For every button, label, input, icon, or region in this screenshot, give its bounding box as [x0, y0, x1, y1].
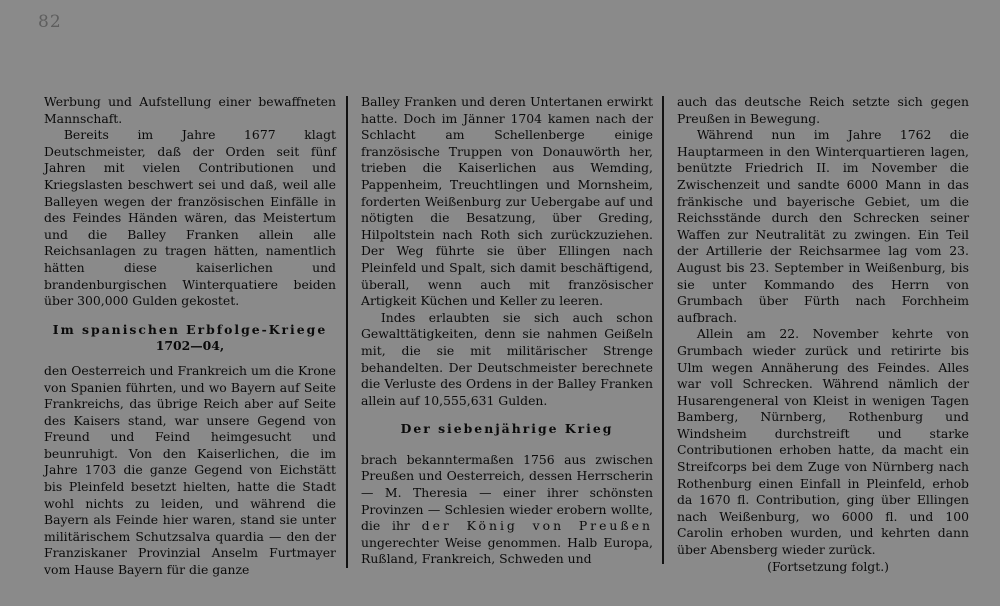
- col2-paragraph-3-start: brach bekanntermaßen 1756 aus zwischen Preußen und Oesterreich, dessen Herrscherin — M. Theresia — einer ihrer schönsten Provinzen — Schlesien wieder erobern wollte, die ihr: [361, 451, 653, 534]
- col1-paragraph-2: Bereits im Jahre 1677 klagt Deutschmeister, daß der Orden seit fünf Jahren mit vielen Contributionen und Kriegslasten beschwert sei und daß, weil alle Balleyen wegen der französischen Einfälle in des Feindes Händen wären, das Meistertum und die Balley Franken allein alle Reichsanlagen zu tragen hätten, namentlich hätten diese kaiserlichen und brandenburgischen Winterquatiere beiden über 300,000 Gulden gekostet.: [44, 127, 336, 309]
- col3-paragraph-3: Allein am 22. November kehrte von Grumbach wieder zurück und retirirte bis Ulm wegen Annäherung des Feindes. Alles war voll Schrecken. Während nämlich der Husarengeneral von Kleist in wenigen Tagen Bamberg, Nürnberg, Rothenburg und Windsheim durchstreift und starke Contributionen erhoben hatte, da macht ein Streifcorps bei dem Zuge von Nürnberg nach Rothenburg einen Einfall in Pleinfeld, erhob da 1670 fl. Contribution, ging über Ellingen nach Weißenburg, wo 6000 fl. und 100 Carolin erhoben wurden, und kehrten dann über Abensberg wieder zurück.: [677, 326, 969, 558]
- section-heading-seven-years-war: Der siebenjährige Krieg: [400, 421, 614, 437]
- column-3: [677, 94, 969, 575]
- col1-paragraph-3: den Oesterreich und Frankreich um die Krone von Spanien führten, und wo Bayern auf Seite Frankreichs, das übrige Reich aber auf Seite des Kaisers stand, war unsere Gegend von Freund und Feind heimgesucht und beunruhigt. Von den Kaiserlichen, die im Jahre 1703 die ganze Gegend von Eichstätt bis Pleinfeld besetzt hielten, hatte die Stadt wohl nichts zu leiden, und während die Bayern als Feinde hier waren, stand sie unter militärischem Schutzsalva quardia — den der Franziskaner Provinzial Anselm Furtmayer vom Hause Bayern für die ganze: [44, 362, 336, 578]
- page-number: 82: [38, 12, 62, 32]
- col1-paragraph-1: Werbung und Aufstellung einer bewaffneten Mannschaft.: [44, 94, 336, 126]
- col2-paragraph-3: [361, 452, 653, 568]
- col3-paragraph-1: auch das deutsche Reich setzte sich gegen Preußen in Bewegung.: [677, 94, 969, 126]
- col2-paragraph-2: Indes erlaubten sie sich auch schon Gewalttätigkeiten, denn sie nahmen Geißeln mit, die sie mit militärischer Strenge behandelten. Der Deutschmeister berechnete die Verluste des Ordens in der Balley Franken allein auf 10,555,631 Gulden.: [361, 309, 653, 408]
- col2-paragraph-1: Balley Franken und deren Untertanen erwirkt hatte. Doch im Jänner 1704 kamen nach der Schlacht am Schellenberge einige französische Truppen von Donauwörth her, trieben die Kaiserlichen aus Wemding, Pappenheim, Treuchtlingen und Mornsheim, forderten Weißenburg zur Uebergabe auf und nötigten die Besatzung, über Greding, Hilpoltstein nach Roth sich zurückzuziehen. Der Weg führte sie über Ellingen nach Pleinfeld und Spalt, sich damit beschäftigend, überall, wenn auch mit französischer Artigkeit Küchen und Keller zu leeren.: [361, 94, 653, 309]
- section-heading-years: 1702—04,: [155, 338, 225, 354]
- column-1: [44, 94, 336, 579]
- col2-paragraph-3-end: ungerechter Weise genommen. Halb Europa, Rußland, Frankreich, Schweden und: [361, 534, 653, 567]
- col3-paragraph-2: Während nun im Jahre 1762 die Hauptarmeen in den Winterquartieren lagen, benützte Friedrich II. im November die Zwischenzeit und sandte 6000 Mann in das fränkische und bayerische Gebiet, um die Reichsstände durch den Schrecken seiner Waffen zur Neutralität zu zwingen. Ein Teil der Artillerie der Reichsarmee lag vom 23. August bis 23. September in Weißenburg, bis sie unter Kommando des Herrn von Grumbach über Fürth nach Forchheim aufbrach.: [677, 127, 969, 325]
- column-divider-2: [662, 96, 664, 564]
- continuation-note: (Fortsetzung folgt.): [767, 558, 889, 574]
- col2-spaced-text: der König von Preußen: [421, 518, 653, 534]
- column-divider-1: [346, 96, 348, 568]
- section-heading-spanish-war: Im spanischen Erbfolge-Kriege: [52, 321, 328, 337]
- column-2: [361, 94, 653, 568]
